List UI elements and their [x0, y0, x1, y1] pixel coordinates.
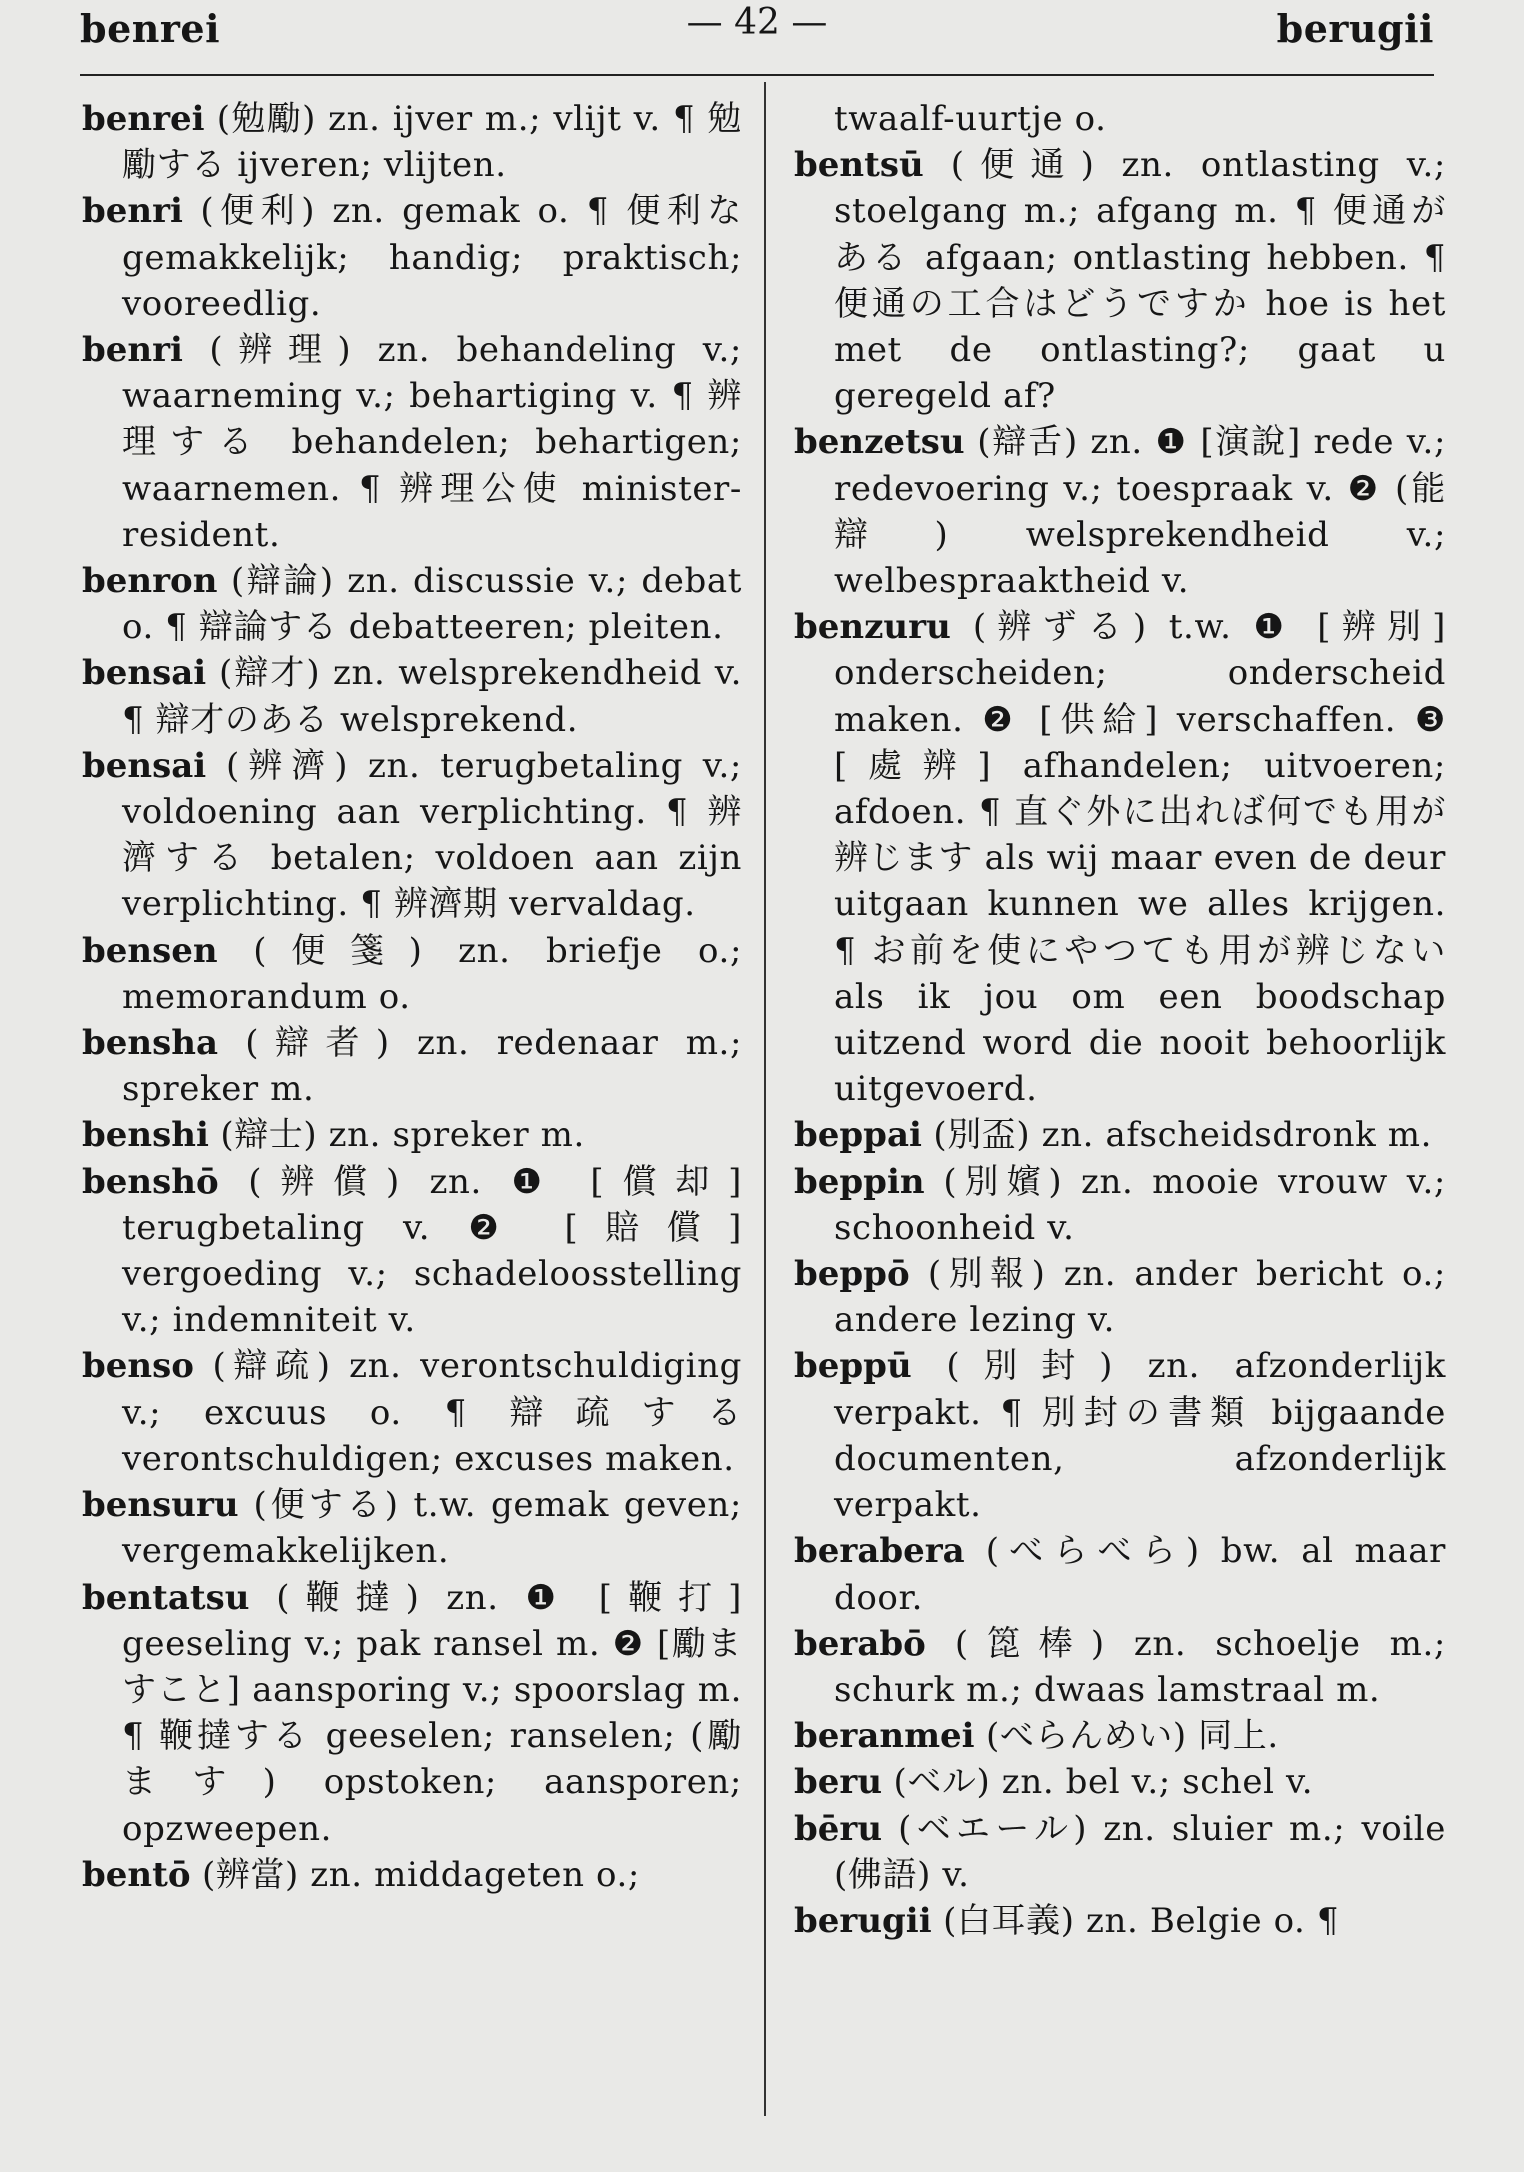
right-column [794, 96, 1446, 2146]
dictionary-entry [794, 1112, 1446, 1158]
dictionary-entry [82, 327, 742, 558]
entry-definition: (辯疏) zn. verontschuldiging v.; excuus o. ¶ 辯疏する verontschuldigen; excuses maken. [122, 1346, 742, 1479]
dictionary-entry [794, 1343, 1446, 1528]
entry-headword: berabō [794, 1623, 926, 1664]
column-divider [764, 82, 766, 2116]
entry-definition: (便通) zn. ontlasting v.; stoelgang m.; afgang m. ¶ 便通がある afgaan; ontlasting hebben. ¶ 便通の工合はどうですか hoe is het met de ontlasting?; gaat u geregeld af? [834, 145, 1446, 417]
entry-headword: benri [82, 330, 183, 371]
entry-headword: benshi [82, 1115, 209, 1156]
entry-headword: beru [794, 1762, 883, 1803]
entry-definition: (ベエール) zn. sluier m.; voile (佛語) v. [834, 1808, 1446, 1895]
entry-definition: twaalf-uurtje o. [834, 99, 1107, 139]
entry-definition: (辨ずる) t.w. ❶ [辨別] onderscheiden; onderscheid maken. ❷ [供給] verschaffen. ❸ [處辨] afhandelen; uitvoeren; afdoen. ¶ 直ぐ外に出れば何でも用が辨じます als wij maar even de deur uitgaan kunnen we alles krijgen. ¶ お前を使にやつても用が辨じない als ik jou om een boodschap uitzend word die nooit behoorlijk uitgevoerd. [834, 607, 1446, 1110]
entry-headword: bensuru [82, 1485, 239, 1526]
entry-definition: (箆棒) zn. schoelje m.; schurk m.; dwaas lamstraal m. [834, 1623, 1446, 1710]
entry-definition: (辨償) zn. ❶ [償却] terugbetaling v. ❷ [賠償] vergoeding v.; schadeloosstelling v.; indemniteit v. [122, 1161, 742, 1341]
dictionary-entry [82, 1343, 742, 1482]
dictionary-entry [82, 1852, 742, 1898]
entry-headword: bensha [82, 1023, 219, 1064]
entry-definition: (別報) zn. ander bericht o.; andere lezing v. [834, 1254, 1446, 1341]
dictionary-entry [794, 1621, 1446, 1713]
entry-definition: (勉勵) zn. ijver m.; vlijt v. ¶ 勉勵する ijveren; vlijten. [122, 99, 742, 186]
entry-definition: (便箋) zn. briefje o.; memorandum o. [122, 930, 742, 1017]
entry-definition: (白耳義) zn. Belgie o. ¶ [943, 1900, 1340, 1941]
dictionary-entry [82, 558, 742, 650]
entry-headword: benrei [82, 99, 205, 139]
dictionary-entry [794, 1251, 1446, 1343]
dictionary-entry [82, 188, 742, 327]
dictionary-entry [794, 604, 1446, 1112]
entry-headword: benshō [82, 1161, 219, 1202]
dictionary-entry [82, 928, 742, 1020]
entry-headword: bentatsu [82, 1577, 250, 1618]
left-column [82, 96, 742, 2146]
entry-headword: beppū [794, 1346, 912, 1387]
header-last-word: berugii [1276, 6, 1434, 51]
dictionary-entry [82, 1575, 742, 1852]
entry-definition: (辯才) zn. welsprekendheid v. ¶ 辯才のある welsprekend. [122, 653, 742, 740]
dictionary-entry [82, 96, 742, 188]
dictionary-entry [794, 1806, 1446, 1898]
entry-definition: (辨理) zn. behandeling v.; waarneming v.; behartiging v. ¶ 辨理する behandelen; behartigen; waarnemen. ¶ 辨理公使 minister-resident. [122, 330, 742, 555]
dictionary-entry [794, 1713, 1446, 1759]
dictionary-entry [794, 419, 1446, 604]
entry-definition: (ベル) zn. bel v.; schel v. [893, 1762, 1314, 1803]
entry-definition: (辯者) zn. redenaar m.; spreker m. [122, 1023, 742, 1110]
dictionary-entry [794, 1159, 1446, 1251]
dictionary-entry [794, 1759, 1446, 1805]
dictionary-entry [82, 1482, 742, 1574]
entry-headword: benri [82, 191, 183, 232]
entry-definition: (便する) t.w. gemak geven; vergemakkelijken. [122, 1485, 742, 1572]
entry-headword: beranmei [794, 1716, 975, 1757]
entry-definition: (辨濟) zn. terugbetaling v.; voldoening aan verplichting. ¶ 辨濟する betalen; voldoen aan zijn verplichting. ¶ 辨濟期 vervaldag. [122, 745, 742, 925]
entry-headword: bēru [794, 1808, 883, 1849]
entry-headword: bensai [82, 653, 207, 694]
dictionary-entry [82, 743, 742, 928]
header-rule [80, 74, 1434, 76]
page-number: — 42 — [686, 2, 828, 43]
entry-headword: beppin [794, 1161, 925, 1202]
entry-definition: (別盃) zn. afscheidsdronk m. [933, 1115, 1432, 1156]
entry-definition: (鞭撻) zn. ❶ [鞭打] geeseling v.; pak ransel m. ❷ [勵ますこと] aansporing v.; spoorslag m. ¶ 鞭撻する geeselen; ranselen; (勵ます) opstoken; aansporen; opzweepen. [122, 1577, 742, 1849]
dictionary-entry [794, 142, 1446, 419]
dictionary-entry [82, 1112, 742, 1158]
dictionary-entry [794, 1898, 1446, 1944]
entry-definition: (辨當) zn. middageten o.; [201, 1854, 640, 1895]
entry-headword: benzetsu [794, 422, 965, 463]
dictionary-entry [82, 1159, 742, 1344]
entry-headword: bensai [82, 745, 207, 786]
dictionary-entry [82, 650, 742, 742]
entry-definition: (辯士) zn. spreker m. [220, 1115, 585, 1156]
entry-headword: benron [82, 561, 218, 602]
entry-headword: bensen [82, 930, 218, 971]
entry-headword: bentō [82, 1854, 191, 1895]
entry-definition: (べらべら) bw. al maar door. [834, 1531, 1446, 1618]
entry-headword: bentsū [794, 145, 924, 186]
entry-headword: berabera [794, 1531, 965, 1572]
entry-headword: berugii [794, 1900, 932, 1941]
entry-headword: benzuru [794, 607, 951, 648]
dictionary-entry [82, 1020, 742, 1112]
entry-headword: benso [82, 1346, 194, 1387]
entry-definition: (便利) zn. gemak o. ¶ 便利な gemakkelijk; handig; praktisch; vooreedlig. [122, 191, 742, 324]
entry-definition: (別封) zn. afzonderlijk verpakt. ¶ 別封の書類 bijgaande documenten, afzonderlijk verpakt. [834, 1346, 1446, 1526]
dictionary-entry [794, 1528, 1446, 1620]
header-first-word: benrei [80, 6, 221, 51]
entry-definition: (別嬪) zn. mooie vrouw v.; schoonheid v. [834, 1161, 1446, 1248]
entry-headword: beppai [794, 1115, 922, 1156]
entry-headword: beppō [794, 1254, 910, 1295]
page-header [80, 0, 1434, 64]
entry-definition: (辯論) zn. discussie v.; debat o. ¶ 辯論する debatteeren; pleiten. [122, 561, 742, 648]
entry-definition: (辯舌) zn. ❶ [演說] rede v.; redevoering v.; toespraak v. ❷ (能辯) welsprekendheid v.; welbespraaktheid v. [834, 422, 1446, 602]
dictionary-entry-continued [794, 96, 1446, 142]
entry-definition: (べらんめい) 同上. [986, 1716, 1279, 1757]
